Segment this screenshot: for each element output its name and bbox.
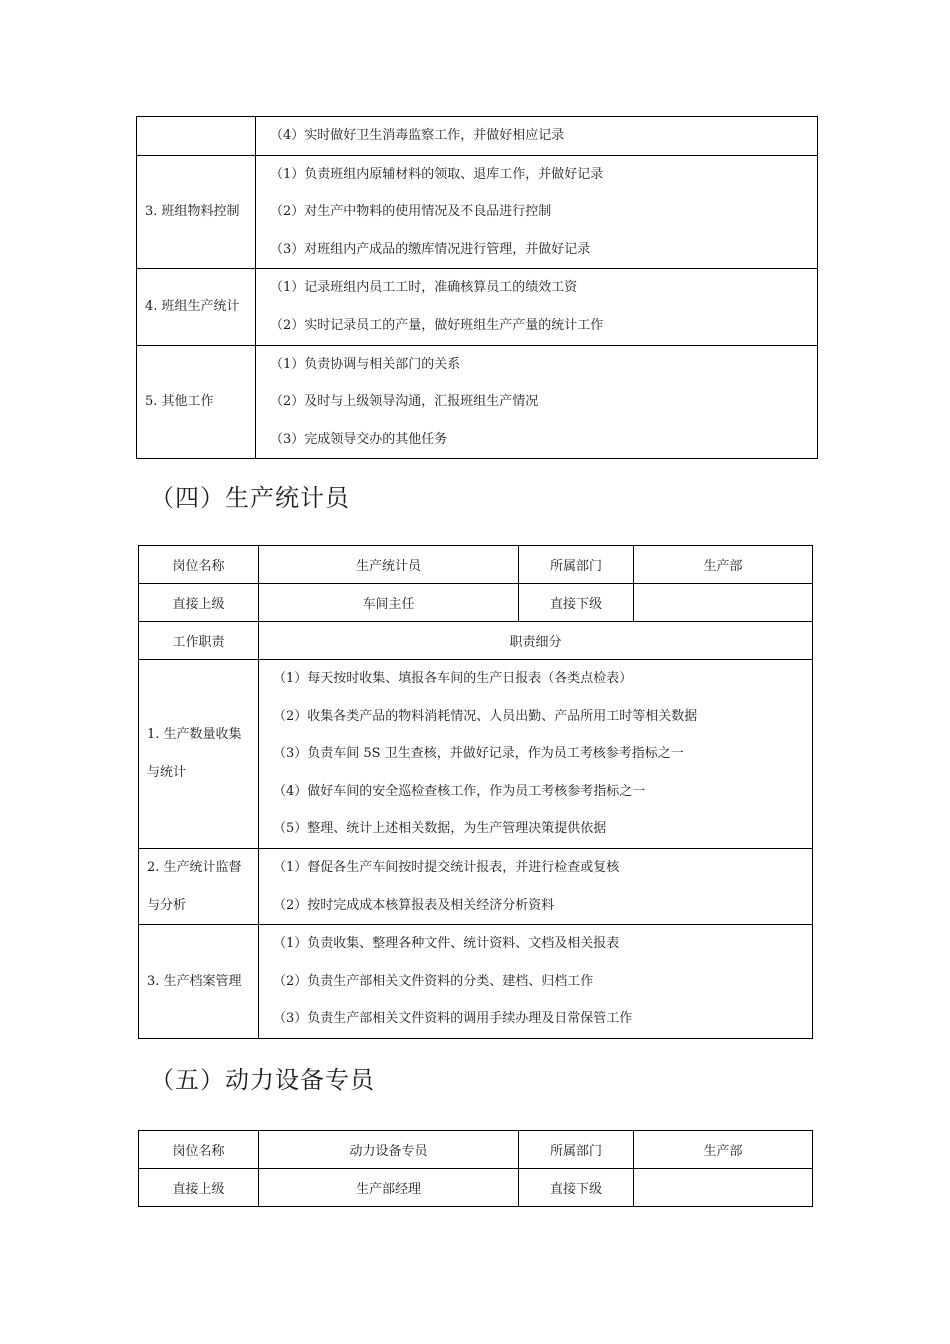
duty-item: （1）记录班组内员工工时，准确核算员工的绩效工资 bbox=[270, 280, 578, 296]
post-name-label: 岗位名称 bbox=[139, 1131, 259, 1169]
superior-label: 直接上级 bbox=[139, 584, 259, 622]
statistician-table bbox=[138, 545, 813, 1039]
duty-category bbox=[139, 925, 259, 1039]
duty-details bbox=[256, 269, 818, 345]
subordinate-label: 直接下级 bbox=[519, 1169, 634, 1207]
duty-item: （3）对班组内产成品的缴库情况进行管理，并做好记录 bbox=[270, 241, 591, 257]
duty-details bbox=[259, 848, 813, 924]
duty-category-line: 与统计 bbox=[147, 764, 187, 780]
duty-details bbox=[259, 925, 813, 1039]
section-heading-statistician: （四）生产统计员 bbox=[150, 484, 350, 512]
table-row bbox=[137, 269, 818, 345]
table-row bbox=[139, 1169, 813, 1207]
superior-value: 车间主任 bbox=[259, 584, 519, 622]
duty-category-line: 2. 生产统计监督 bbox=[147, 859, 242, 875]
duty-item: （3）完成领导交办的其他任务 bbox=[270, 431, 448, 447]
post-name-value: 动力设备专员 bbox=[259, 1131, 519, 1169]
superior-value: 生产部经理 bbox=[259, 1169, 519, 1207]
table-row bbox=[139, 1131, 813, 1169]
duty-item: （2）实时记录员工的产量，做好班组生产产量的统计工作 bbox=[270, 317, 604, 333]
duty-item: （3）负责生产部相关文件资料的调用手续办理及日常保管工作 bbox=[273, 1011, 633, 1027]
table-row bbox=[139, 584, 813, 622]
subordinate-label: 直接下级 bbox=[519, 584, 634, 622]
top-duties-table bbox=[136, 116, 818, 459]
table-row bbox=[137, 117, 818, 156]
table-row bbox=[139, 848, 813, 924]
superior-label: 直接上级 bbox=[139, 1169, 259, 1207]
duty-item: （1）负责班组内原辅材料的领取、退库工作，并做好记录 bbox=[270, 166, 604, 182]
post-name-value: 生产统计员 bbox=[259, 546, 519, 584]
duty-item: （1）每天按时收集、填报各车间的生产日报表（各类点检表） bbox=[273, 671, 633, 686]
duty-details bbox=[256, 117, 818, 156]
duty-item: （5）整理、统计上述相关数据，为生产管理决策提供依据 bbox=[273, 821, 607, 837]
dept-value: 生产部 bbox=[634, 1131, 813, 1169]
duty-category bbox=[139, 848, 259, 924]
duty-item: （3）负责车间 5S 卫生查核，并做好记录，作为员工考核参考指标之一 bbox=[273, 746, 684, 762]
duty-category-line: 与分析 bbox=[147, 897, 187, 913]
duty-item: （4）实时做好卫生消毒监察工作，并做好相应记录 bbox=[270, 128, 565, 143]
duty-category: 5. 其他工作 bbox=[137, 345, 256, 459]
post-name-label: 岗位名称 bbox=[139, 546, 259, 584]
subordinate-value bbox=[634, 584, 813, 622]
duty-category: 3. 班组物料控制 bbox=[137, 155, 256, 269]
dept-label: 所属部门 bbox=[519, 546, 634, 584]
dept-value: 生产部 bbox=[634, 546, 813, 584]
duty-category bbox=[139, 660, 259, 849]
duty-item: （1）负责协调与相关部门的关系 bbox=[270, 356, 461, 372]
duty-item: （2）按时完成成本核算报表及相关经济分析资料 bbox=[273, 897, 555, 913]
duty-category-line: 3. 生产档案管理 bbox=[147, 973, 242, 989]
duty-item: （2）收集各类产品的物料消耗情况、人员出勤、产品所用工时等相关数据 bbox=[273, 708, 698, 724]
table-row bbox=[139, 546, 813, 584]
subordinate-value bbox=[634, 1169, 813, 1207]
table-row bbox=[137, 155, 818, 269]
duty-category: 4. 班组生产统计 bbox=[137, 269, 256, 345]
duty-header: 工作职责 bbox=[139, 622, 259, 660]
table-row bbox=[139, 660, 813, 849]
duty-details bbox=[256, 345, 818, 459]
duty-item: （4）做好车间的安全巡检查核工作，作为员工考核参考指标之一 bbox=[273, 783, 646, 799]
detail-header: 职责细分 bbox=[259, 622, 813, 660]
duty-category bbox=[137, 117, 256, 156]
duty-item: （1）负责收集、整理各种文件、统计资料、文档及相关报表 bbox=[273, 936, 620, 952]
table-row bbox=[137, 345, 818, 459]
duty-details bbox=[256, 155, 818, 269]
dept-label: 所属部门 bbox=[519, 1131, 634, 1169]
duty-item: （1）督促各生产车间按时提交统计报表，并进行检查或复核 bbox=[273, 859, 620, 875]
duty-item: （2）负责生产部相关文件资料的分类、建档、归档工作 bbox=[273, 973, 594, 989]
table-row bbox=[139, 622, 813, 660]
duty-category-line: 1. 生产数量收集 bbox=[147, 727, 242, 743]
duty-item: （2）及时与上级领导沟通，汇报班组生产情况 bbox=[270, 394, 539, 410]
table-row bbox=[139, 925, 813, 1039]
section-heading-power-equipment: （五）动力设备专员 bbox=[150, 1066, 375, 1094]
power-equipment-table bbox=[138, 1130, 813, 1207]
duty-item: （2）对生产中物料的使用情况及不良品进行控制 bbox=[270, 204, 552, 220]
duty-details bbox=[259, 660, 813, 849]
